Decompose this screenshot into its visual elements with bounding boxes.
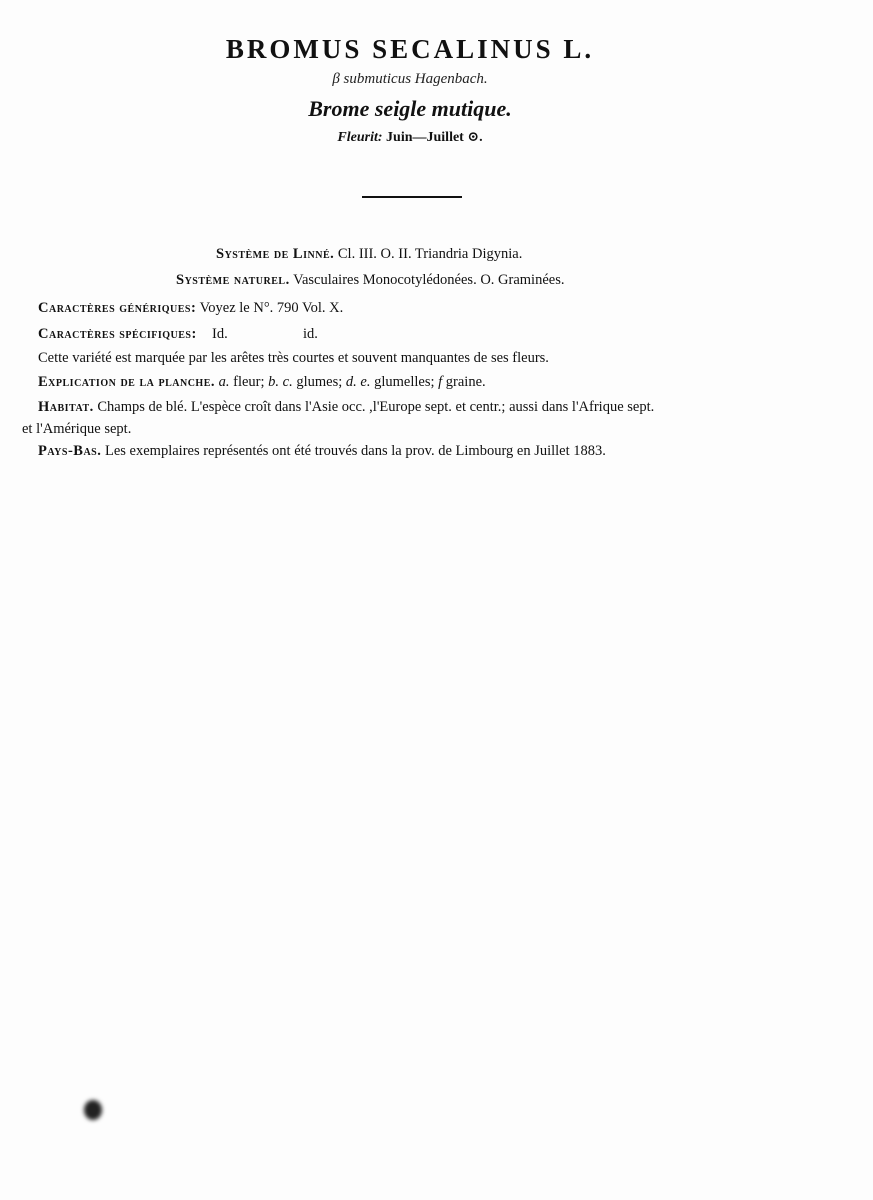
- linne-line: [216, 246, 522, 263]
- habitat-line-2: [22, 421, 131, 438]
- common-name: Brome seigle mutique.: [308, 96, 512, 121]
- flowering-period: [0, 129, 820, 146]
- specifiques-id1: Id.: [212, 326, 228, 342]
- generiques-label: Caractères génériques:: [38, 300, 197, 316]
- variete-line: [38, 350, 549, 367]
- habitat-line: [38, 399, 654, 416]
- naturel-line: [176, 272, 564, 289]
- explication-glumes: glumes;: [296, 374, 343, 390]
- variete-text: Cette variété est marquée par les arêtes très courtes et souvent manquantes de ses fleurs.: [38, 350, 549, 366]
- variety-name: β submuticus Hagenbach.: [332, 71, 488, 87]
- paysbas-label: Pays-Bas.: [38, 443, 102, 459]
- paysbas-line: [38, 443, 606, 460]
- generiques-text: Voyez le N°. 790 Vol. X.: [199, 300, 344, 316]
- explication-bc: b. c.: [268, 374, 293, 390]
- explication-a: a.: [218, 374, 230, 390]
- flowering-value: Juin—Juillet ⊙.: [386, 130, 483, 145]
- explication-f: f: [438, 374, 443, 390]
- specifiques-line: [38, 326, 318, 343]
- explication-de: d. e.: [345, 374, 371, 390]
- specifiques-label: Caractères spécifiques:: [38, 326, 197, 342]
- ink-blot: [84, 1100, 102, 1120]
- naturel-text: Vasculaires Monocotylédonées. O. Graminées.: [293, 272, 565, 288]
- paysbas-text: Les exemplaires représentés ont été trouvés dans la prov. de Limbourg en Juillet 1883.: [104, 443, 606, 459]
- species-title: BROMUS SECALINUS L.: [225, 34, 595, 64]
- specifiques-id2: id.: [303, 326, 318, 342]
- flowering-label: Fleurit:: [337, 130, 383, 145]
- naturel-label: Système naturel.: [176, 272, 290, 288]
- explication-label: Explication de la planche.: [38, 374, 216, 390]
- linne-label: Système de Linné.: [216, 246, 335, 262]
- explication-glumelles: glumelles;: [374, 374, 435, 390]
- habitat-label: Habitat.: [38, 399, 94, 415]
- habitat-text: Champs de blé. L'espèce croît dans l'Asie occ. ,l'Europe sept. et centr.; aussi dans l'Afrique sept.: [97, 399, 655, 415]
- generiques-line: [38, 300, 343, 317]
- explication-line: [38, 374, 486, 391]
- divider-rule: [362, 196, 462, 198]
- habitat-text-2: et l'Amérique sept.: [22, 421, 132, 437]
- explication-graine: graine.: [445, 374, 486, 390]
- linne-text: Cl. III. O. II. Triandria Digynia.: [337, 246, 523, 262]
- explication-fleur: fleur;: [233, 374, 265, 390]
